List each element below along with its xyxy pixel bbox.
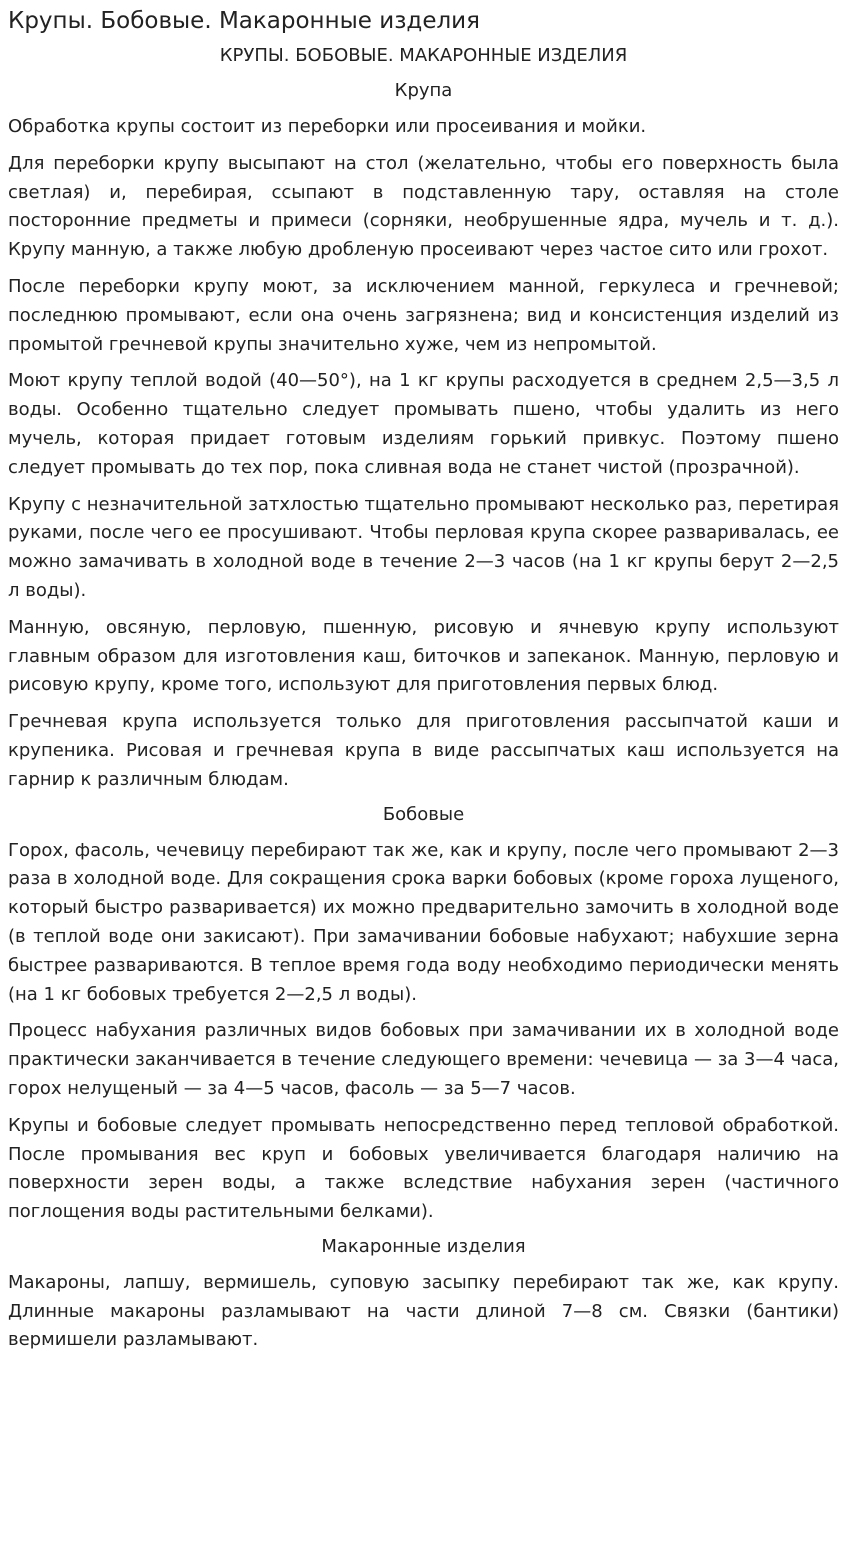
paragraph: Процесс набухания различных видов бобовых при замачивании их в холодной воде практически заканчивается в течение следующего времени: чечевица — за 3—4 часа, горох нелущеный — за 4—5 часов, фасоль — за 5—7 часов. <box>8 1020 839 1099</box>
section-makaronnye <box>8 1235 839 1355</box>
paragraph: Для переборки крупу высыпают на стол (желательно, чтобы его поверхность была светлая) и, перебирая, ссыпают в подставленную тару, оставляя на столе посторонние предметы и примеси (сорняки, необрушенные ядра, мучель и т. д.). Крупу манную, а также любую дробленую просеивают через частое сито или грохот. <box>8 152 839 261</box>
paragraph: Макароны, лапшу, вермишель, суповую засыпку перебирают так же, как крупу. Длинные макароны разламывают на части длиной 7—8 см. Связки (бантики) вермишели разламывают. <box>8 1271 839 1351</box>
paragraph: Крупы и бобовые следует промывать непосредственно перед тепловой обработкой. После промывания вес круп и бобовых увеличивается благодаря наличию на поверхности зерен воды, а также вследствие набухания зерен (частичного поглощения воды растительными белками). <box>8 1114 839 1223</box>
paragraph: Манную, овсяную, перловую, пшенную, рисовую и ячневую крупу используют главным образом для изготовления каш, биточков и запеканок. Манную, перловую и рисовую крупу, кроме того, используют для приготовления первых блюд. <box>8 616 839 696</box>
paragraph: После переборки крупу моют, за исключением манной, геркулеса и гречневой; последнюю промывают, если она очень загрязнена; вид и консистенция изделий из промытой гречневой крупы значительно хуже, чем из непромытой. <box>8 275 839 355</box>
section-krupa <box>8 79 839 795</box>
section-heading: Бобовые <box>382 803 465 825</box>
paragraph: Моют крупу теплой водой (40—50°), на 1 кг крупы расходуется в среднем 2,5—3,5 л воды. Особенно тщательно следует промывать пшено, чтобы удалить из него мучель, которая придает готовым изделиям горький привкус. Поэтому пшено следует промывать до тех пор, пока сливная вода не станет чистой (прозрачной). <box>8 370 839 478</box>
paragraph: Гречневая крупа используется только для приготовления рассыпчатой каши и крупеника. Рисовая и гречневая крупа в виде рассыпчатых каш используется на гарнир к различным блюдам. <box>8 711 839 790</box>
paragraph: Крупу с незначительной затхлостью тщательно промывают несколько раз, перетирая руками, после чего ее просушивают. Чтобы перловая крупа скорее разваривалась, ее можно замачивать в холодной воде в течение 2—3 часов (на 1 кг крупы берут 2—2,5 л воды). <box>8 493 839 601</box>
paragraph: Обработка крупы состоит из переборки или просеивания и мойки. <box>8 116 647 137</box>
section-heading: Макаронные изделия <box>321 1235 526 1257</box>
page-title: Крупы. Бобовые. Макаронные изделия <box>8 8 480 34</box>
document-heading: КРУПЫ. БОБОВЫЕ. МАКАРОННЫЕ ИЗДЕЛИЯ <box>219 45 628 66</box>
section-bobovye <box>8 803 839 1227</box>
paragraph: Горох, фасоль, чечевицу перебирают так же, как и крупу, после чего промывают 2—3 раза в холодной воде. Для сокращения срока варки бобовых (кроме гороха лущеного, который быстро разваривается) их можно предварительно замочить в холодной воде (в теплой воде они закисают). При замачивании бобовые набухают; набухшие зерна быстрее развариваются. В теплое время года воду необходимо периодически менять (на 1 кг бобовых требуется 2—2,5 л воды). <box>8 839 839 1005</box>
section-heading: Крупа <box>394 80 453 101</box>
